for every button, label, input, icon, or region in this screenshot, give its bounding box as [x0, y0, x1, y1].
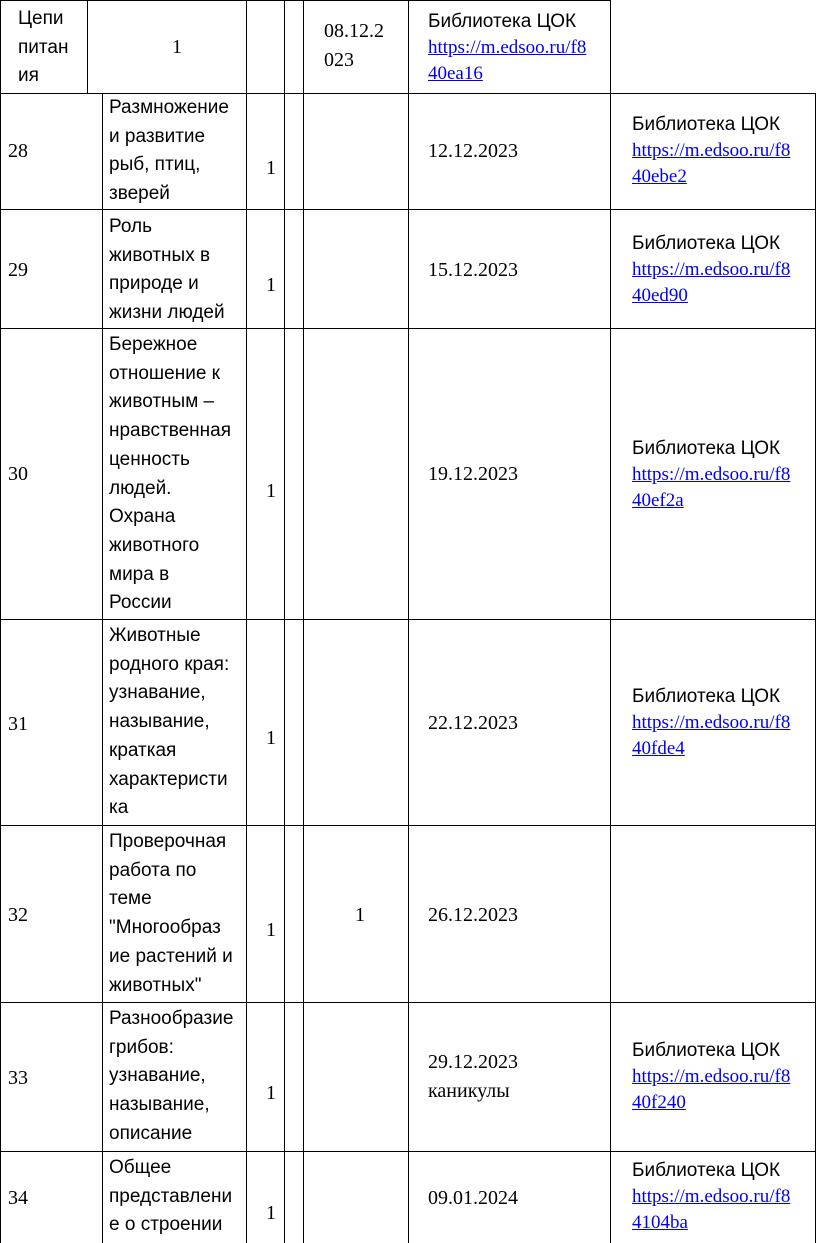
date-line: 22.12.2023 [428, 712, 518, 734]
topic-line: животных" [109, 974, 202, 996]
topic-cell [109, 94, 229, 209]
date-cell [324, 17, 384, 74]
date-line: 12.12.2023 [428, 140, 518, 162]
topic-line: Цепи [18, 8, 64, 29]
topic-line: отношение к [109, 362, 220, 384]
topic-line: природе и [109, 273, 199, 295]
library-link[interactable] [632, 464, 790, 511]
library-link[interactable] [632, 1066, 790, 1113]
topic-cell [109, 331, 231, 618]
library-label: Библиотека ЦОК [632, 233, 781, 254]
topic-line: нравственная [109, 420, 231, 442]
library-label: Библиотека ЦОК [632, 686, 781, 707]
topic-line: Размножение [109, 97, 229, 118]
hours-cell: 1 [266, 1202, 276, 1224]
topic-line: животных в [109, 244, 211, 266]
topic-line: Охрана [109, 506, 176, 528]
column-border [303, 0, 304, 1243]
date-cell [428, 1184, 518, 1213]
column-border [0, 0, 1, 1243]
topic-cell [109, 622, 229, 823]
date-cell [428, 901, 518, 930]
library-label: Библиотека ЦОК [632, 1160, 781, 1181]
link-line: 40ef2a [632, 490, 684, 511]
link-line: https://m.edsoo.ru/f8 [428, 37, 587, 58]
library-label: Библиотека ЦОК [632, 114, 781, 135]
date-cell [428, 256, 518, 285]
date-line: 29.12.2023 [428, 1051, 518, 1073]
hours-cell: 1 [266, 274, 276, 296]
control-cell: 1 [355, 904, 365, 926]
row-number: 31 [8, 713, 28, 735]
column-border [284, 0, 285, 1243]
topic-line: краткая [109, 739, 177, 761]
link-line: 40ed90 [632, 285, 688, 306]
library-label: Библиотека ЦОК [632, 438, 781, 459]
row-number: 33 [8, 1067, 28, 1089]
library-label: Библиотека ЦОК [428, 11, 577, 32]
column-border [246, 0, 247, 1243]
row-number: 28 [8, 140, 28, 162]
row-number: 29 [8, 259, 28, 281]
topic-line: описание [109, 1122, 193, 1144]
date-line: 15.12.2023 [428, 259, 518, 281]
library-link[interactable] [632, 712, 790, 759]
topic-line: называние, [109, 711, 210, 733]
library-link[interactable] [428, 37, 586, 84]
topic-line: грибов: [109, 1036, 174, 1058]
topic-line: характеристи [109, 768, 228, 790]
topic-cell [18, 5, 68, 91]
topic-cell [109, 213, 225, 328]
column-border [87, 0, 88, 93]
library-link[interactable] [632, 1186, 790, 1233]
column-border [610, 0, 611, 1243]
topic-line: называние, [109, 1094, 210, 1116]
link-line: 40f240 [632, 1092, 686, 1113]
date-cell [428, 1048, 518, 1105]
row-number: 32 [8, 904, 28, 926]
topic-line: зверей [109, 183, 170, 205]
library-cell [632, 1038, 790, 1116]
hours-cell: 1 [266, 1082, 276, 1104]
topic-cell [109, 828, 233, 1000]
topic-line: жизни людей [109, 302, 225, 324]
topic-line: узнавание, [109, 682, 206, 704]
link-line: 40ebe2 [632, 166, 687, 187]
topic-line: родного края: [109, 653, 230, 675]
topic-cell [109, 1154, 232, 1240]
topic-line: Бережное [109, 334, 198, 355]
row-number: 30 [8, 463, 28, 485]
topic-line: животного [109, 534, 200, 556]
library-cell [428, 9, 586, 87]
row-number: 34 [8, 1187, 28, 1209]
link-line: https://m.edsoo.ru/f8 [632, 1066, 791, 1087]
topic-line: ценность [109, 448, 190, 470]
topic-cell [109, 1005, 233, 1149]
library-cell [632, 684, 790, 762]
link-line: https://m.edsoo.ru/f8 [632, 464, 791, 485]
link-line: 40ea16 [428, 63, 483, 84]
topic-line: Разнообразие [109, 1008, 234, 1029]
topic-line: е о строении [109, 1214, 223, 1236]
date-cell [428, 460, 518, 489]
library-link[interactable] [632, 140, 790, 187]
link-line: https://m.edsoo.ru/f8 [632, 259, 791, 280]
hours-cell: 1 [266, 157, 276, 179]
topic-line: "Многообраз [109, 917, 221, 939]
library-label: Библиотека ЦОК [632, 1040, 781, 1061]
topic-line: Общее [109, 1157, 172, 1178]
topic-line: Животные [109, 625, 201, 646]
link-line: https://m.edsoo.ru/f8 [632, 140, 791, 161]
date-line: 19.12.2023 [428, 463, 518, 485]
topic-line: питан [18, 36, 69, 58]
hours-cell: 1 [172, 36, 182, 58]
hours-cell: 1 [266, 480, 276, 502]
topic-line: работа по [109, 859, 197, 881]
library-cell [632, 436, 790, 514]
link-line: 4104ba [632, 1212, 688, 1233]
topic-line: представлени [109, 1185, 233, 1207]
date-line: 26.12.2023 [428, 904, 518, 926]
topic-line: теме [109, 888, 152, 910]
topic-line: Проверочная [109, 831, 227, 852]
date-cell [428, 709, 518, 738]
library-cell [632, 1158, 790, 1236]
hours-cell: 1 [266, 919, 276, 941]
date-line: 09.01.2024 [428, 1187, 518, 1209]
topic-line: и развитие [109, 125, 206, 147]
library-cell [632, 112, 790, 190]
date-cell [428, 137, 518, 166]
topic-line: рыб, птиц, [109, 154, 201, 176]
link-line: https://m.edsoo.ru/f8 [632, 1186, 791, 1207]
row-border [0, 0, 610, 1]
column-border [102, 93, 103, 1243]
date-line: 023 [324, 48, 354, 71]
link-line: 40fde4 [632, 738, 685, 759]
date-line: 08.12.2 [324, 20, 384, 42]
topic-line: людей. [109, 477, 172, 499]
topic-line: узнавание, [109, 1065, 206, 1087]
topic-line: животным – [109, 391, 215, 413]
topic-line: ие растений и [109, 945, 233, 967]
date-line: каникулы [428, 1079, 510, 1102]
topic-line: ия [18, 65, 39, 87]
link-line: https://m.edsoo.ru/f8 [632, 712, 791, 733]
column-border [408, 0, 409, 1243]
topic-line: Роль [109, 216, 152, 237]
topic-line: мира в [109, 563, 170, 585]
topic-line: ка [109, 797, 129, 819]
library-link[interactable] [632, 259, 790, 306]
library-cell [632, 231, 790, 309]
topic-line: России [109, 592, 172, 614]
hours-cell: 1 [266, 727, 276, 749]
